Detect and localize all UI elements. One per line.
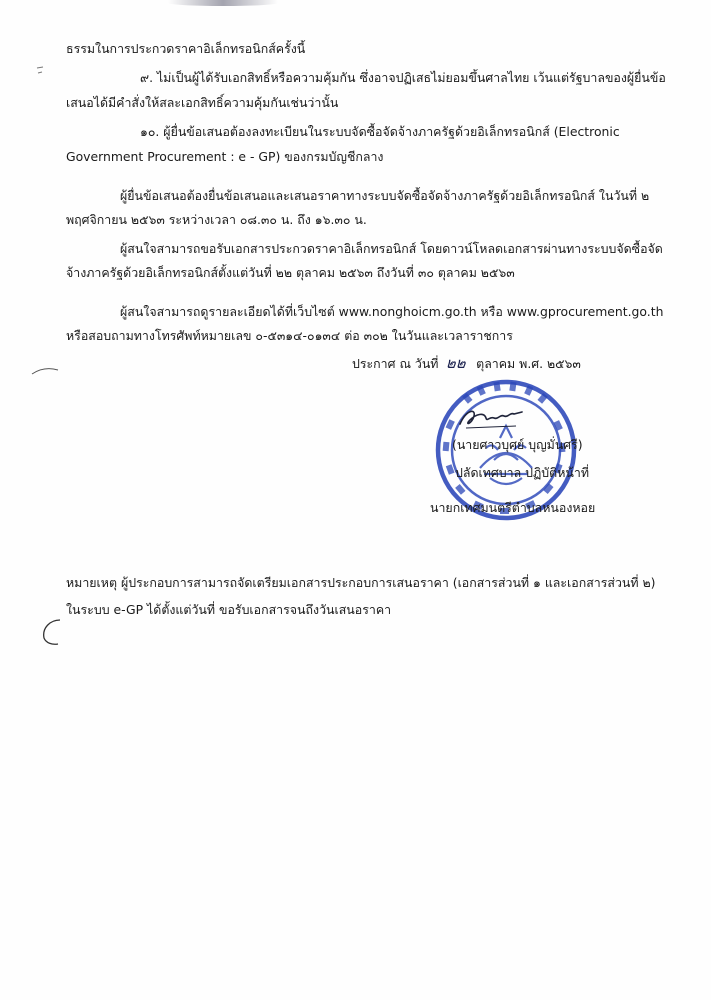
item-10-line-2: Government Procurement : e - GP) ของกรมบัญชีกลาง xyxy=(66,149,384,164)
scan-smudge xyxy=(168,0,278,6)
hole-punch-mark xyxy=(36,616,68,648)
announcement-date xyxy=(352,355,581,372)
scan-artifact xyxy=(30,360,60,380)
signer-position: ปลัดเทศบาล ปฏิบัติหน้าที่ xyxy=(455,465,589,480)
item-10-line-1: ๑๐. ผู้ยื่นข้อเสนอต้องลงทะเบียนในระบบจัดซื้อจัดจ้างภาครัฐด้วยอิเล็กทรอนิกส์ (Electronic xyxy=(140,124,620,139)
note-line-2: ในระบบ e-GP ได้ตั้งแต่วันที่ ขอรับเอกสารจนถึงวันเสนอราคา xyxy=(66,602,392,617)
scan-artifact xyxy=(34,62,48,78)
contact-line-1: ผู้สนใจสามารถดูรายละเอียดได้ที่เว็บไซต์ www.nonghoicm.go.th หรือ www.gprocurement.go.th xyxy=(120,304,664,319)
submission-line-1: ผู้ยื่นข้อเสนอต้องยื่นข้อเสนอและเสนอราคาทางระบบจัดซื้อจัดจ้างภาครัฐด้วยอิเล็กทรอนิกส์ ในวันที่ ๒ xyxy=(120,188,650,203)
submission-line-2: พฤศจิกายน ๒๕๖๓ ระหว่างเวลา ๐๘.๓๐ น. ถึง ๑๖.๓๐ น. xyxy=(66,212,367,227)
note-line-1: หมายเหตุ ผู้ประกอบการสามารถจัดเตรียมเอกสารประกอบการเสนอราคา (เอกสารส่วนที่ ๑ และเอกสารส่วนที่ ๒) xyxy=(66,575,656,590)
signature-mark xyxy=(456,404,526,432)
signer-title: นายกเทศมนตรีตำบลหนองหอย xyxy=(430,500,596,515)
announce-prefix: ประกาศ ณ วันที่ xyxy=(352,356,439,371)
contact-line-2: หรือสอบถามทางโทรศัพท์หมายเลข ๐-๕๓๑๔-๐๑๓๔ ต่อ ๓๐๒ ในวันและเวลาราชการ xyxy=(66,328,513,343)
signer-name: (นายศาวบุศย์ บุญมั่นศรี) xyxy=(452,437,583,452)
download-line-2: จ้างภาครัฐด้วยอิเล็กทรอนิกส์ตั้งแต่วันที่ ๒๒ ตุลาคม ๒๕๖๓ ถึงวันที่ ๓๐ ตุลาคม ๒๕๖๓ xyxy=(66,265,515,280)
announce-day: ๒๒ xyxy=(445,354,468,372)
item-9-line-1: ๙. ไม่เป็นผู้ได้รับเอกสิทธิ์หรือความคุ้มกัน ซึ่งอาจปฏิเสธไม่ยอมขึ้นศาลไทย เว้นแต่รัฐบาลของผู้ยื่นข้อ xyxy=(140,70,666,85)
item-9-line-2: เสนอได้มีคำสั่งให้สละเอกสิทธิ์ความคุ้มกันเช่นว่านั้น xyxy=(66,95,339,110)
announce-suffix: ตุลาคม พ.ศ. ๒๕๖๓ xyxy=(476,356,581,371)
continuation-line: ธรรมในการประกวดราคาอิเล็กทรอนิกส์ครั้งนี้ xyxy=(66,41,306,56)
download-line-1: ผู้สนใจสามารถขอรับเอกสารประกวดราคาอิเล็กทรอนิกส์ โดยดาวน์โหลดเอกสารผ่านทางระบบจัดซื้อจัด xyxy=(120,241,663,256)
